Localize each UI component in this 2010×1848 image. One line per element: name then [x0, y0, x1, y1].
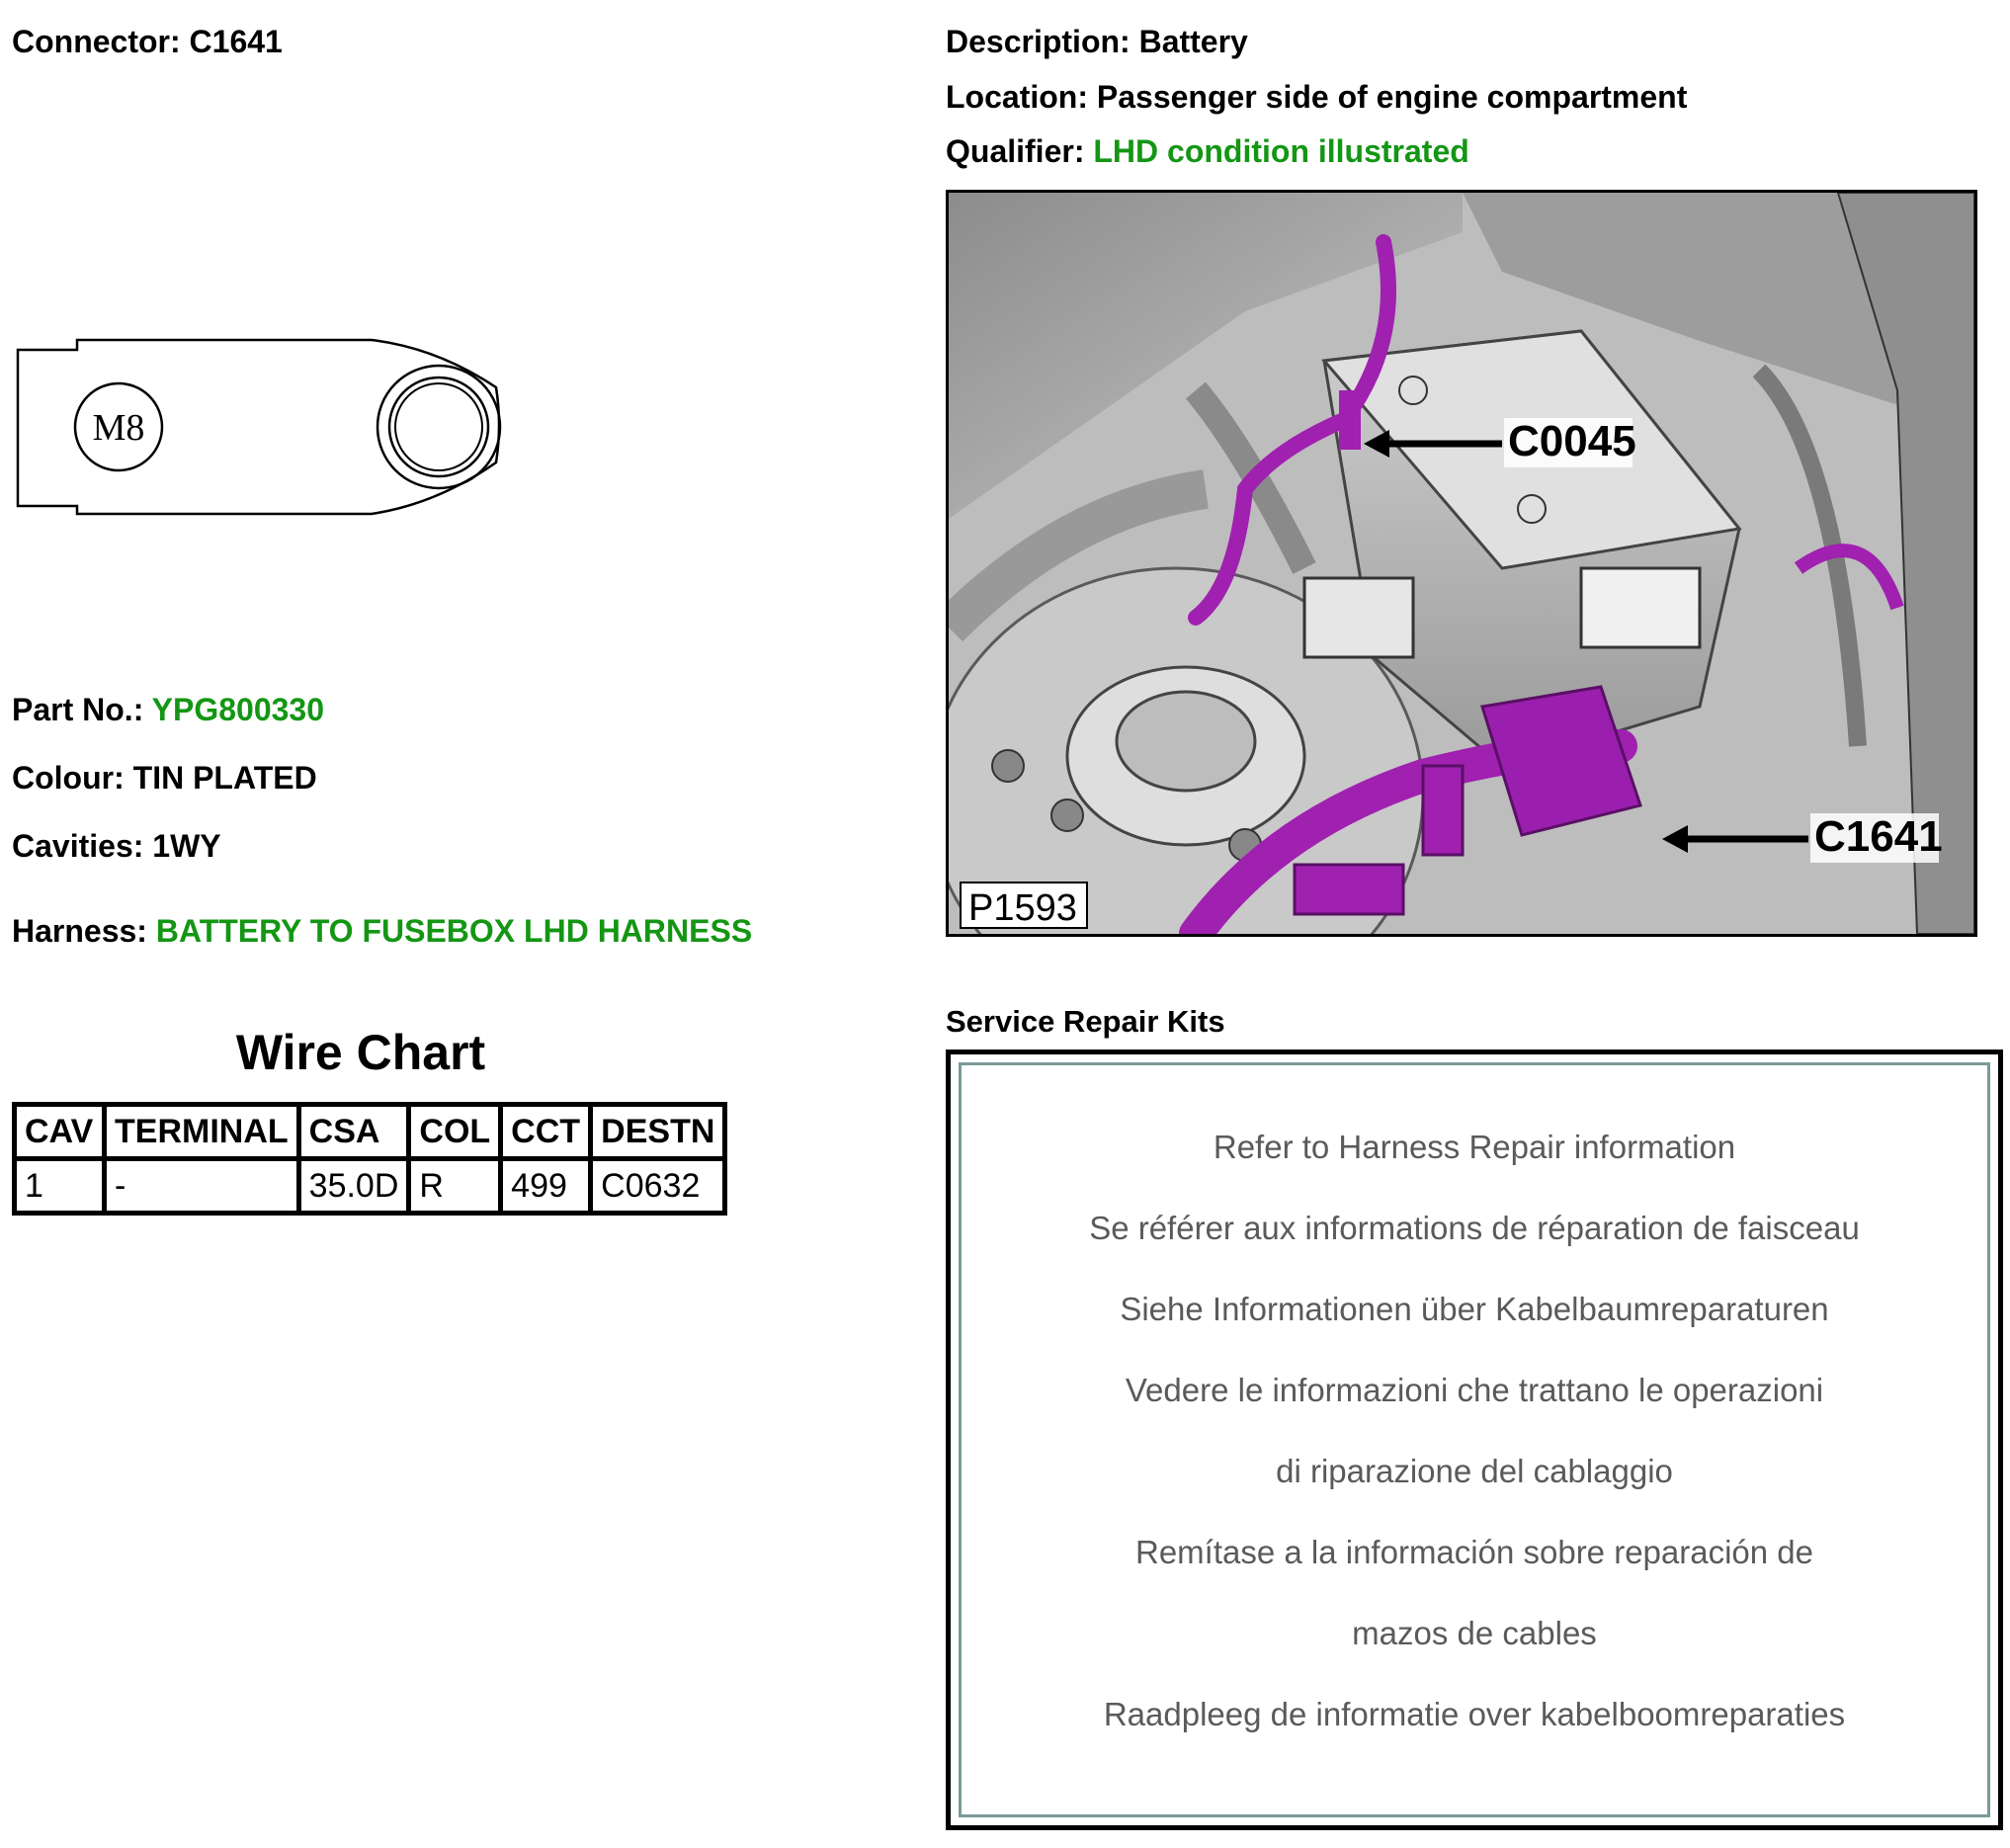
- ring-inner: [395, 383, 482, 470]
- connector-value: C1641: [189, 24, 283, 59]
- location-field: [946, 79, 1687, 116]
- connector-label: Connector:: [12, 24, 181, 59]
- cell-cav: 1: [15, 1159, 105, 1214]
- cavities-value: 1WY: [152, 828, 221, 864]
- cell-csa: 35.0D: [298, 1159, 409, 1214]
- ring-terminal-diagram: [12, 334, 506, 522]
- harness-value: BATTERY TO FUSEBOX LHD HARNESS: [155, 913, 753, 949]
- stud-label: M8: [92, 407, 145, 449]
- cell-terminal: -: [105, 1159, 299, 1214]
- wire-chart-header-row: [15, 1105, 725, 1159]
- kit-line-nl: Raadpleeg de informatie over kabelboomreparaties: [1103, 1696, 1846, 1732]
- terminal-drawing: [12, 334, 506, 527]
- part-no-label: Part No.:: [12, 692, 144, 727]
- ring-middle: [389, 378, 488, 476]
- kit-line-es-2: mazos de cables: [1352, 1615, 1597, 1651]
- description-label: Description:: [946, 24, 1131, 59]
- cavities-field: [12, 828, 221, 865]
- part-no-field: [12, 692, 324, 728]
- cell-col: R: [409, 1159, 501, 1214]
- colour-label: Colour:: [12, 760, 125, 796]
- cell-cct: 499: [501, 1159, 591, 1214]
- wire-chart-table: [12, 1102, 727, 1216]
- kit-line-it-2: di riparazione del cablaggio: [1276, 1453, 1673, 1489]
- harness-label: Harness:: [12, 913, 147, 949]
- wire-chart: [12, 1102, 727, 1216]
- qualifier-value: LHD condition illustrated: [1093, 133, 1469, 169]
- header-csa: CSA: [298, 1105, 409, 1159]
- callout-label-c1641: C1641: [1814, 812, 1943, 861]
- colour-field: [12, 760, 317, 797]
- harness-field: [12, 913, 752, 950]
- wire-chart-title: Wire Chart: [235, 1025, 486, 1080]
- engine-compartment-photo: [946, 190, 1977, 937]
- engine-illustration: [949, 193, 1974, 934]
- location-label: Location:: [946, 79, 1088, 115]
- connector-field: [12, 24, 283, 60]
- kit-line-es-1: Remítase a la información sobre reparación de: [1134, 1534, 1814, 1570]
- kit-line-en: Refer to Harness Repair information: [1213, 1129, 1736, 1165]
- cavities-label: Cavities:: [12, 828, 144, 864]
- colour-value: TIN PLATED: [132, 760, 317, 796]
- table-row: [15, 1159, 725, 1214]
- service-repair-kits-box: [946, 1050, 2003, 1830]
- header-destn: DESTN: [591, 1105, 725, 1159]
- description-field: [946, 24, 1248, 60]
- kit-line-de: Siehe Informationen über Kabelbaumreparaturen: [1120, 1291, 1829, 1327]
- header-col: COL: [409, 1105, 501, 1159]
- header-cct: CCT: [501, 1105, 591, 1159]
- location-value: Passenger side of engine compartment: [1096, 79, 1688, 115]
- photo-ref: P1593: [968, 887, 1077, 929]
- service-repair-kits-title: Service Repair Kits: [946, 1004, 1225, 1039]
- header-terminal: TERMINAL: [105, 1105, 299, 1159]
- qualifier-label: Qualifier:: [946, 133, 1085, 169]
- kit-line-fr: Se référer aux informations de réparation de faisceau: [1089, 1210, 1860, 1246]
- callout-label-c0045: C0045: [1508, 417, 1636, 465]
- header-cav: CAV: [15, 1105, 105, 1159]
- qualifier-field: [946, 133, 1469, 170]
- cell-destn: C0632: [591, 1159, 725, 1214]
- kit-line-it-1: Vedere le informazioni che trattano le operazioni: [1125, 1372, 1824, 1408]
- part-no-value: YPG800330: [151, 692, 325, 727]
- service-repair-kits-inner: [959, 1062, 1990, 1817]
- description-value: Battery: [1138, 24, 1248, 59]
